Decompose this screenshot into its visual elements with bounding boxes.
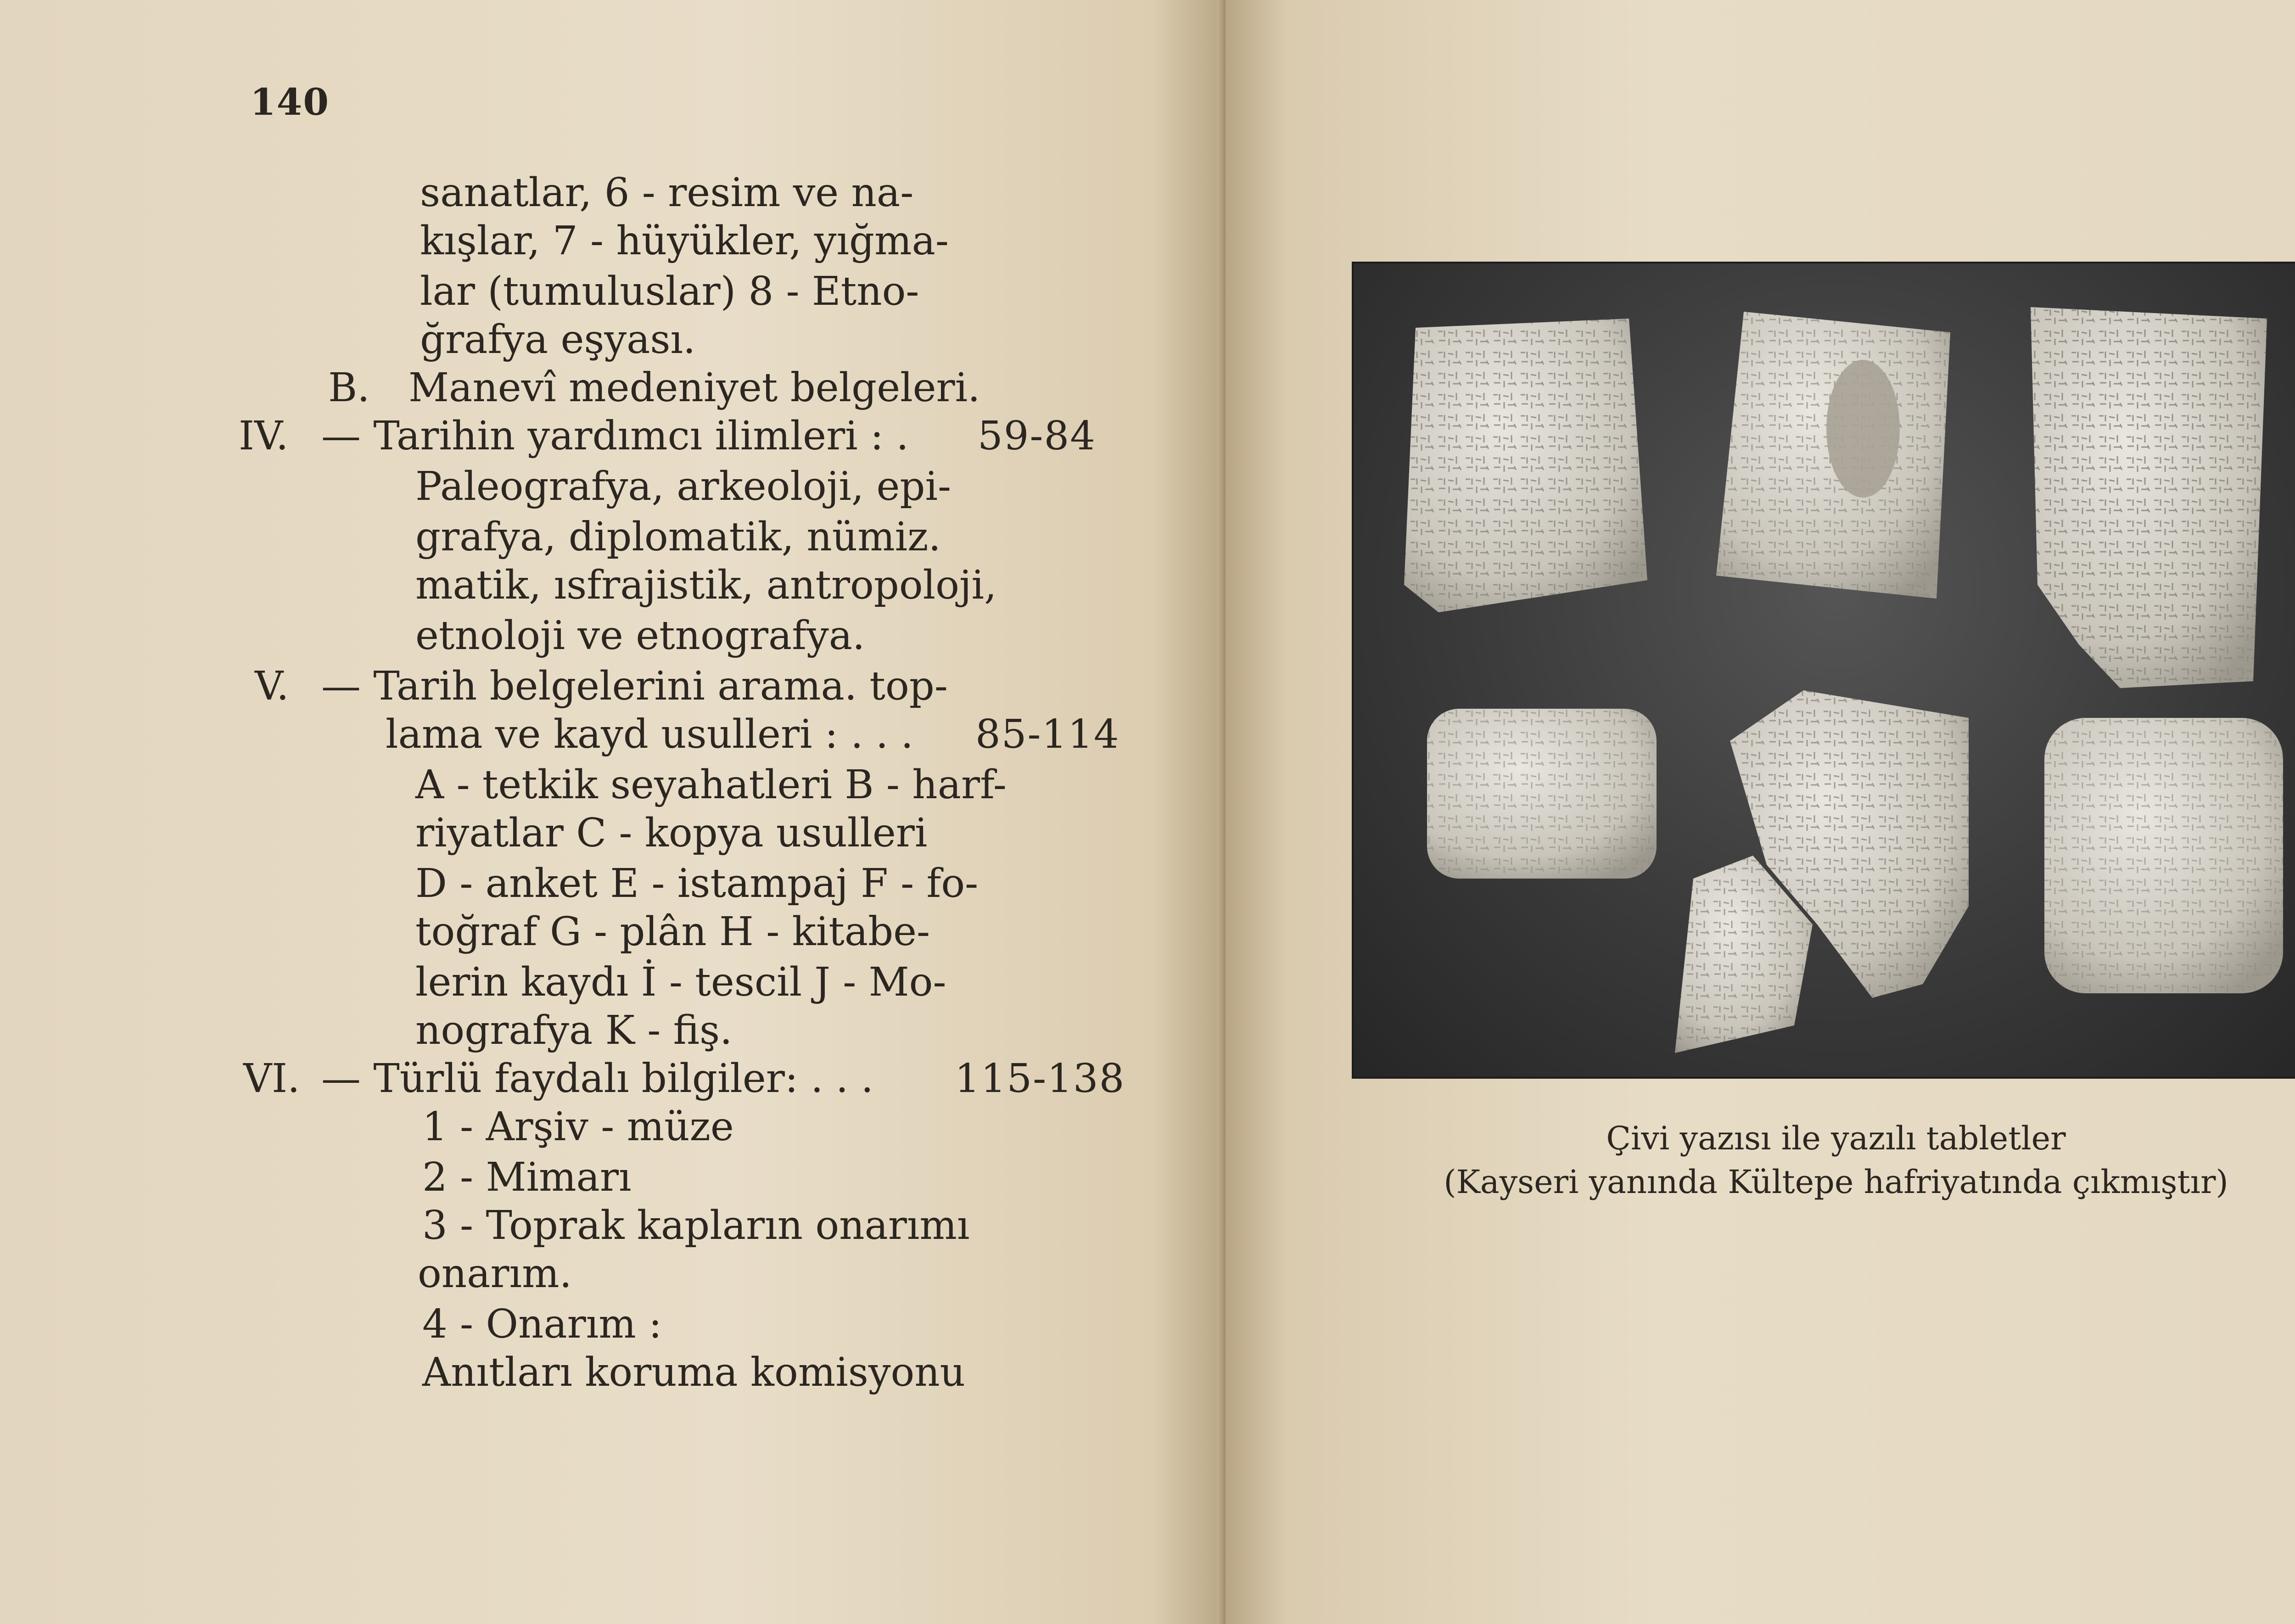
section-number: IV. <box>239 413 289 459</box>
tablet <box>2044 718 2283 993</box>
page-range: 59-84 <box>978 413 1096 459</box>
tablet <box>2031 307 2267 688</box>
page-number: 140 <box>250 80 330 123</box>
cuneiform-tablets-photo <box>1352 262 2295 1079</box>
photo-caption-line-2: (Kayseri yanında Kültepe hafriyatında çıkmıştır) <box>1444 1163 2228 1201</box>
toc-line: lama ve kayd usulleri : . . . <box>386 711 913 757</box>
section-number: VI. <box>243 1056 300 1102</box>
toc-line: matik, ısfrajistik, antropoloji, <box>415 562 997 608</box>
page-range: 85-114 <box>975 711 1120 757</box>
toc-line: etnoloji ve etnografya. <box>415 613 865 659</box>
toc-line: sanatlar, 6 - resim ve na- <box>420 170 914 216</box>
toc-line: 1 - Arşiv - müze <box>422 1104 734 1150</box>
tablet <box>1716 312 1950 599</box>
tablet <box>1427 709 1657 879</box>
toc-line: grafya, diplomatik, nümiz. <box>415 514 941 560</box>
tablet <box>1675 690 1969 1053</box>
toc-line: toğraf G - plân H - kitabe- <box>415 909 930 955</box>
toc-line: 2 - Mimarı <box>422 1154 632 1200</box>
toc-line: 4 - Onarım : <box>422 1301 662 1347</box>
toc-line: Paleografya, arkeoloji, epi- <box>415 464 952 510</box>
page-range: 115-138 <box>955 1056 1125 1102</box>
toc-line: Manevî medeniyet belgeleri. <box>409 365 980 411</box>
toc-line: — Tarihin yardımcı ilimleri : . <box>321 413 909 459</box>
toc-line: lar (tumuluslar) 8 - Etno- <box>420 269 919 314</box>
toc-line: nografya K - fiş. <box>415 1008 733 1053</box>
toc-line: onarım. <box>418 1251 572 1297</box>
toc-line: 3 - Toprak kapların onarımı <box>422 1203 970 1249</box>
section-number: B. <box>328 365 370 411</box>
toc-line: lerin kaydı İ - tescil J - Mo- <box>415 959 946 1005</box>
toc-line: D - anket E - istampaj F - fo- <box>415 861 979 907</box>
toc-line: — Tarih belgelerini arama. top- <box>321 663 948 709</box>
toc-line: — Türlü faydalı bilgiler: . . . <box>321 1056 873 1102</box>
section-number: V. <box>255 663 289 709</box>
photo-caption-line-1: Çivi yazısı ile yazılı tabletler <box>1606 1120 2066 1157</box>
toc-line: Anıtları koruma komisyonu <box>422 1350 966 1395</box>
toc-line: kışlar, 7 - hüyükler, yığma- <box>420 218 949 264</box>
toc-line: ğrafya eşyası. <box>420 317 696 363</box>
tablet <box>1404 319 1647 612</box>
toc-line: riyatlar C - kopya usulleri <box>415 810 928 856</box>
toc-line: A - tetkik seyahatleri B - harf- <box>415 762 1007 808</box>
